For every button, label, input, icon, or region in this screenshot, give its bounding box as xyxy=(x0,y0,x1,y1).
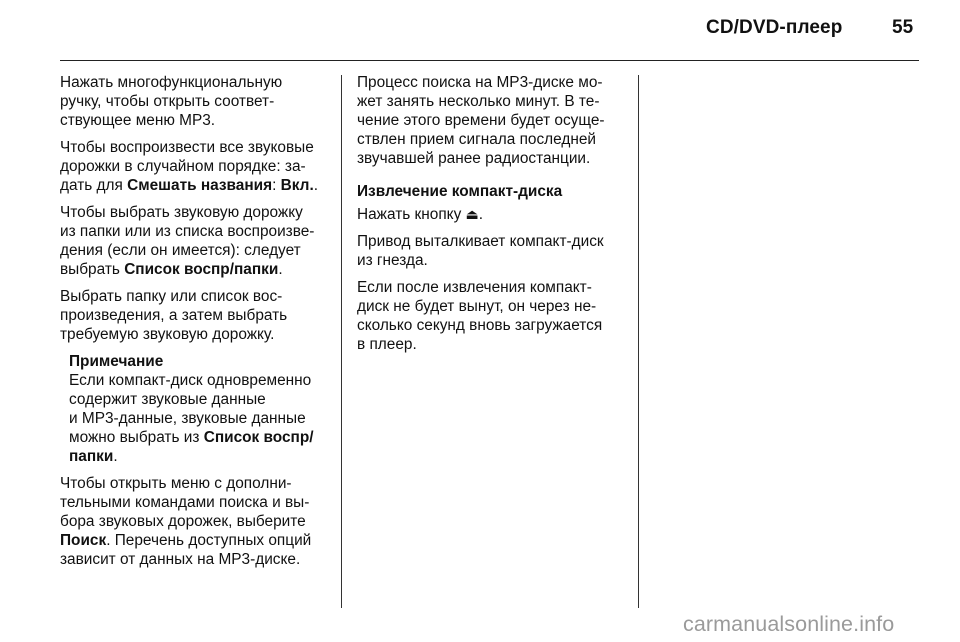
text-line xyxy=(357,205,625,224)
paragraph xyxy=(60,474,328,569)
option-value-on: Вкл. xyxy=(280,177,314,194)
text-column-2 xyxy=(357,73,625,362)
note-title: Примечание xyxy=(69,353,164,370)
text-line: дорожки в случайном порядке: за- xyxy=(60,158,306,175)
text-line xyxy=(60,176,328,195)
text-line: Привод выталкивает компакт-диск xyxy=(357,233,604,250)
text-line: жет занять несколько минут. В те- xyxy=(357,93,600,110)
text-line: диск не будет вынут, он через не- xyxy=(357,298,597,315)
text-line: сколько секунд вновь загружается xyxy=(357,317,603,334)
text-line: бора звуковых дорожек, выберите xyxy=(60,513,306,530)
text-line: произведения, а затем выбрать xyxy=(60,307,288,324)
paragraph xyxy=(357,205,625,224)
page-number: 55 xyxy=(892,17,914,38)
menu-option-playlist-folder: Список воспр/ xyxy=(203,429,314,446)
paragraph xyxy=(357,232,625,270)
text: . xyxy=(478,206,484,223)
paragraph xyxy=(60,287,328,344)
text: дать для xyxy=(60,177,128,194)
text-line: Если после извлечения компакт- xyxy=(357,279,592,296)
text-line xyxy=(60,531,328,550)
text: выбрать xyxy=(60,261,125,278)
text: . xyxy=(113,448,118,465)
text-line: Чтобы открыть меню с дополни- xyxy=(60,475,292,492)
section-heading: Извлечение компакт-диска xyxy=(357,183,563,200)
paragraph xyxy=(60,138,328,195)
text-line: звучавшей ранее радиостанции. xyxy=(357,150,591,167)
text-line: ствующее меню MP3. xyxy=(60,112,216,129)
page-title: CD/DVD-плеер xyxy=(706,17,843,38)
menu-option-playlist-folder: папки xyxy=(69,448,114,465)
watermark-text: carmanualsonline.info xyxy=(683,612,895,636)
text-line: ручку, чтобы открыть соответ- xyxy=(60,93,275,110)
header-divider xyxy=(60,60,919,61)
text-line: Нажать многофункциональную xyxy=(60,74,283,91)
paragraph xyxy=(357,73,625,168)
text-line: Выбрать папку или список вос- xyxy=(60,288,283,305)
text-line: зависит от данных на MP3-диске. xyxy=(60,551,301,568)
text-line xyxy=(60,260,328,279)
text-line: Чтобы воспроизвести все звуковые xyxy=(60,139,314,156)
text-line: содержит звуковые данные xyxy=(69,391,266,408)
note-box xyxy=(69,352,328,466)
menu-option-playlist-folder: Список воспр/папки xyxy=(124,261,279,278)
text-line: тельными командами поиска и вы- xyxy=(60,494,310,511)
text: можно выбрать из xyxy=(69,429,204,446)
text-line: Процесс поиска на MP3-диске мо- xyxy=(357,74,603,91)
column-divider-right xyxy=(638,75,639,608)
eject-icon: ⏏ xyxy=(465,206,479,222)
text: Нажать кнопку xyxy=(357,206,466,223)
text-line: и MP3-данные, звуковые данные xyxy=(69,410,306,427)
text: : xyxy=(272,177,281,194)
text-line: чение этого времени будет осуще- xyxy=(357,112,605,129)
text-line: Чтобы выбрать звуковую дорожку xyxy=(60,204,303,221)
text-column-1 xyxy=(60,73,328,577)
text: . xyxy=(278,261,283,278)
text: . xyxy=(313,177,319,194)
text: . Перечень доступных опций xyxy=(106,532,312,549)
text-line: из папки или из списка воспроизве- xyxy=(60,223,315,240)
text-line: Если компакт-диск одновременно xyxy=(69,372,312,389)
text-line: дения (если он имеется): следует xyxy=(60,242,301,259)
text-line: в плеер. xyxy=(357,336,417,353)
menu-option-search: Поиск xyxy=(60,532,107,549)
text-line: требуемую звуковую дорожку. xyxy=(60,326,275,343)
paragraph xyxy=(60,73,328,130)
text-line: ствлен прием сигнала последней xyxy=(357,131,596,148)
column-divider-left xyxy=(341,75,342,608)
text-line xyxy=(69,428,328,447)
paragraph xyxy=(60,203,328,279)
text-line xyxy=(69,447,328,466)
menu-option-shuffle: Смешать названия xyxy=(127,177,273,194)
paragraph xyxy=(357,278,625,354)
text-line: из гнезда. xyxy=(357,252,428,269)
